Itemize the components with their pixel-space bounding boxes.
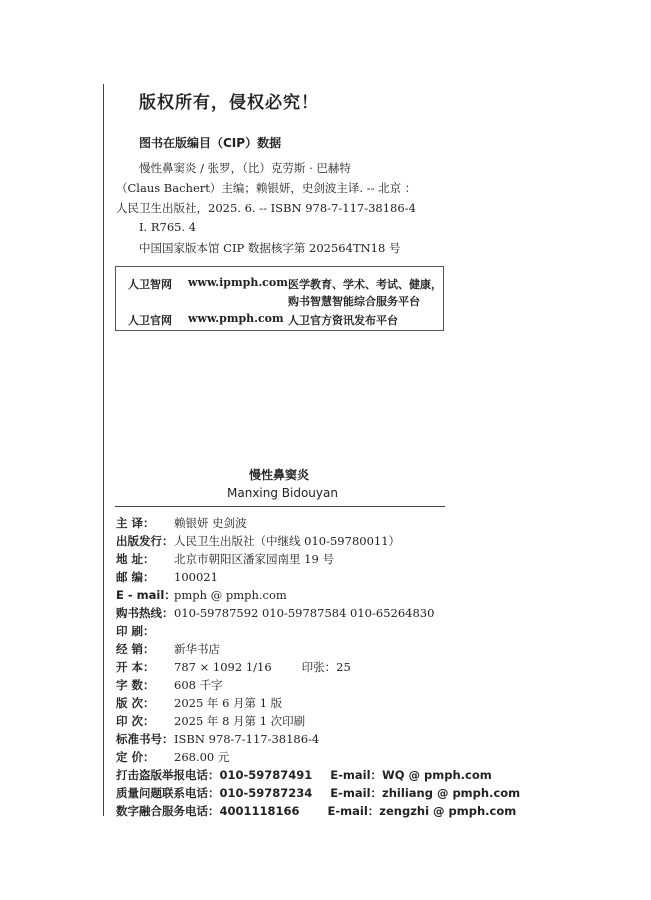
cip-heading: 图书在版编目（CIP）数据 [139,136,282,150]
platform-url-2[interactable]: www.pmph.com [188,312,284,325]
platform-desc-2: 人卫官方资讯发布平台 [288,314,398,327]
contact-row: 质量问题联系电话：010-59787234 E-mail：zhiliang @ pmph.com [116,786,521,800]
info-row: 地 址： 北京市朝阳区潘家园南里 19 号 [116,552,334,566]
platform-desc-1: 医学教育、学术、考试、健康， [288,278,442,291]
cip-line-4: Ⅰ. R765. 4 [139,220,197,234]
contact-row: 打击盗版举报电话：010-59787491 E-mail：WQ @ pmph.com [116,768,492,782]
copyright-notice: 版权所有，侵权必究！ [139,93,319,113]
info-row: 版 次： 2025 年 6 月第 1 版 [116,696,283,710]
info-row: 字 数： 608 千字 [116,678,223,692]
info-row: 开 本： 787 × 1092 1/16 印张：25 [116,660,351,674]
book-pinyin: Manxing Bidouyan [227,486,338,500]
cip-line-3: 人民卫生出版社，2025. 6. -- ISBN 978-7-117-38186-4 [116,201,416,215]
info-row: 标准书号：ISBN 978-7-117-38186-4 [116,732,320,746]
platform-name-2: 人卫官网 [128,314,172,327]
margin-rule [103,84,104,816]
platform-name-1: 人卫智网 [128,278,172,291]
cip-line-1: 慢性鼻窦炎 / 张罗，（比）克劳斯 · 巴赫特 [139,161,351,175]
contact-row: 数字融合服务电话：4001118166 E-mail：zengzhi @ pmph.com [116,804,517,818]
info-row: 定 价： 268.00 元 [116,750,230,764]
platform-box [115,266,444,331]
info-row: 印 次： 2025 年 8 月第 1 次印刷 [116,714,306,728]
info-row: 邮 编： 100021 [116,570,218,584]
cip-line-2: （Claus Bachert）主编；赖银妍，史剑波主译. -- 北京 ： [116,181,417,195]
info-row: 印 刷： [116,624,155,638]
divider [115,506,445,507]
platform-url-1[interactable]: www.ipmph.com [188,276,288,289]
platform-desc-1b: 购书智慧智能综合服务平台 [288,295,420,308]
info-row: E - mail：pmph @ pmph.com [116,588,287,602]
info-row: 主 译： 赖银妍 史剑波 [116,516,247,530]
book-title: 慢性鼻窦炎 [249,468,310,482]
cip-line-5: 中国国家版本馆 CIP 数据核字第 202564TN18 号 [139,241,401,255]
info-row: 出版发行：人民卫生出版社（中继线 010-59780011） [116,534,401,548]
info-row: 经 销： 新华书店 [116,642,220,656]
info-row: 购书热线：010-59787592 010-59787584 010-65264830 [116,606,435,620]
